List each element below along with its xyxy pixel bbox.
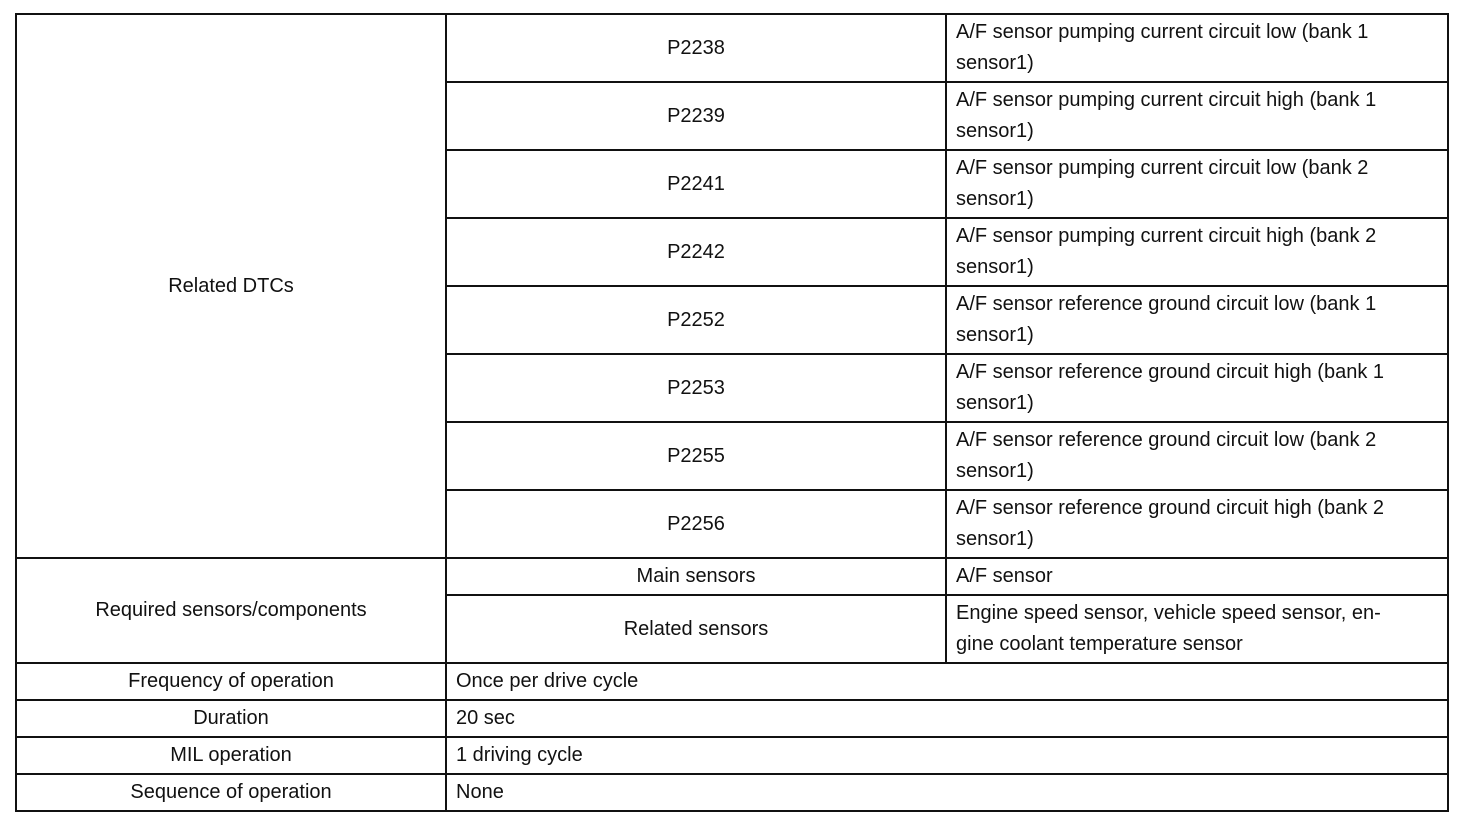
dtc-code: P2238 xyxy=(446,14,946,82)
related-sensors-value: Engine speed sensor, vehicle speed sensor, en- gine coolant temperature sensor xyxy=(946,595,1448,663)
dtc-description: A/F sensor reference ground circuit high (bank 1 sensor1) xyxy=(946,354,1448,422)
dtc-code: P2255 xyxy=(446,422,946,490)
sequence-value: None xyxy=(446,774,1448,811)
dtc-code: P2241 xyxy=(446,150,946,218)
dtc-description: A/F sensor pumping current circuit low (bank 1 sensor1) xyxy=(946,14,1448,82)
dtc-description: A/F sensor pumping current circuit high (bank 1 sensor1) xyxy=(946,82,1448,150)
dtc-code: P2253 xyxy=(446,354,946,422)
dtc-description: A/F sensor reference ground circuit high (bank 2 sensor1) xyxy=(946,490,1448,558)
dtc-description: A/F sensor reference ground circuit low (bank 1 sensor1) xyxy=(946,286,1448,354)
table-row xyxy=(16,14,1448,82)
monitor-spec-table xyxy=(15,13,1449,812)
related-dtcs-label: Related DTCs xyxy=(16,14,446,558)
dtc-description: A/F sensor reference ground circuit low (bank 2 sensor1) xyxy=(946,422,1448,490)
related-sensors-label: Related sensors xyxy=(446,595,946,663)
main-sensors-value: A/F sensor xyxy=(946,558,1448,595)
required-sensors-label: Required sensors/components xyxy=(16,558,446,663)
sequence-label: Sequence of operation xyxy=(16,774,446,811)
duration-value: 20 sec xyxy=(446,700,1448,737)
frequency-label: Frequency of operation xyxy=(16,663,446,700)
frequency-value: Once per drive cycle xyxy=(446,663,1448,700)
dtc-code: P2242 xyxy=(446,218,946,286)
dtc-code: P2256 xyxy=(446,490,946,558)
mil-operation-value: 1 driving cycle xyxy=(446,737,1448,774)
dtc-code: P2239 xyxy=(446,82,946,150)
dtc-description: A/F sensor pumping current circuit high (bank 2 sensor1) xyxy=(946,218,1448,286)
dtc-code: P2252 xyxy=(446,286,946,354)
table-row xyxy=(16,774,1448,811)
mil-operation-label: MIL operation xyxy=(16,737,446,774)
table-row xyxy=(16,663,1448,700)
dtc-description: A/F sensor pumping current circuit low (bank 2 sensor1) xyxy=(946,150,1448,218)
table-row xyxy=(16,558,1448,595)
table-row xyxy=(16,737,1448,774)
duration-label: Duration xyxy=(16,700,446,737)
main-sensors-label: Main sensors xyxy=(446,558,946,595)
table-row xyxy=(16,700,1448,737)
